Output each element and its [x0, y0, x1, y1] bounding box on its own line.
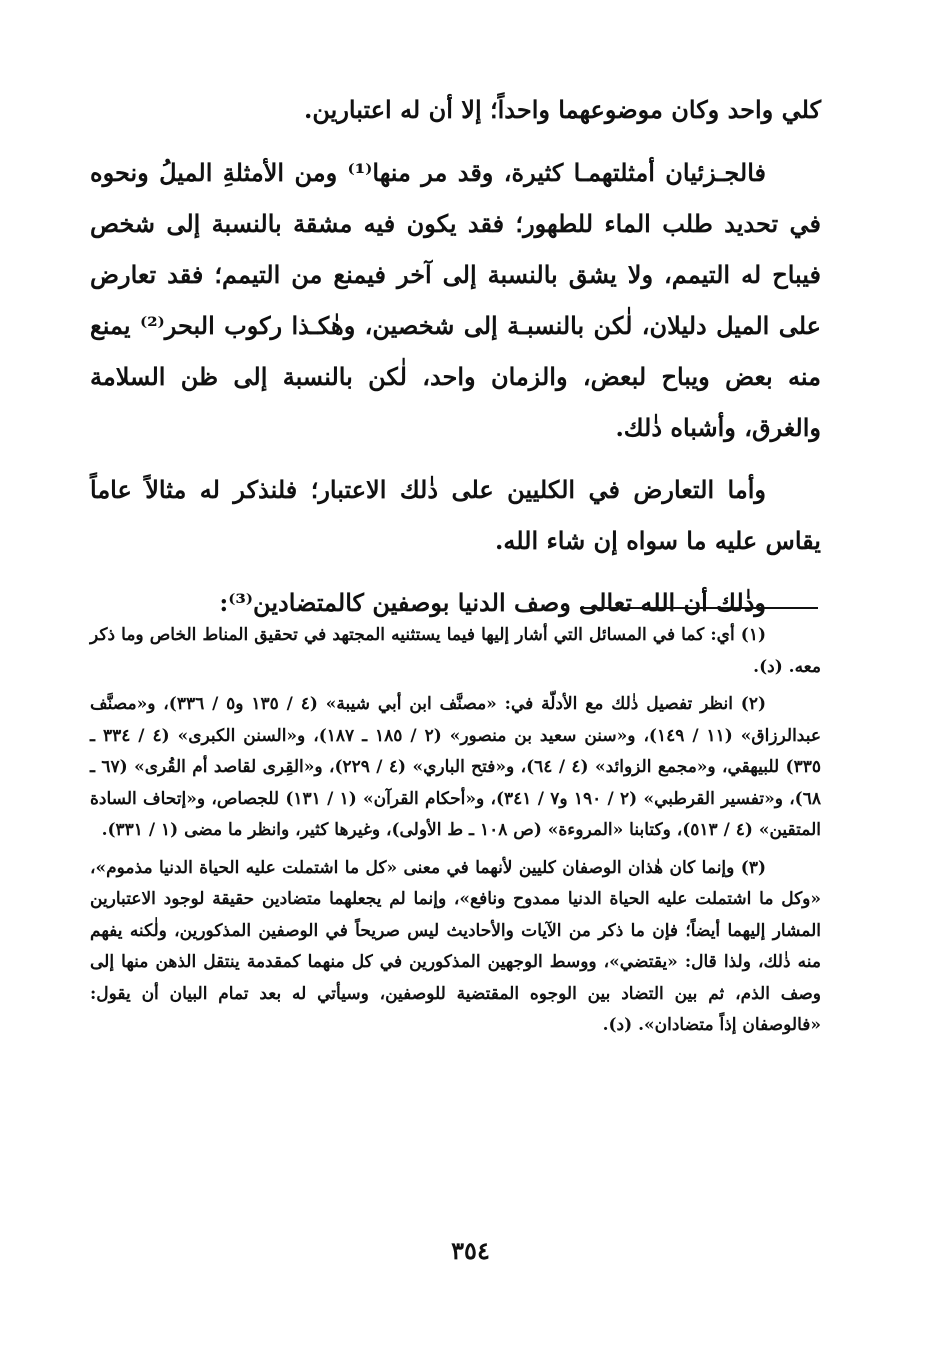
footnote-3: (٣) وإنما كان هٰذان الوصفان كليين لأنهما في معنى «كل ما اشتملت عليه الحياة الدنيا مذموم»، «وكل ما اشتملت عليه الحياة الدنيا ممدوح ونافع»، وإنما لم يجعلهما متضادين حقيقة لوجود الاعتبارين المشار إليهما أيضاً؛ فإن ما ذكر من الآيات والأحاديث ليس صريحاً في الوصفين المذكورين، ولٰكنه يفهم منه ذٰلك، ولذا قال: «يقتضي»، ووسط الوجهين المذكورين في كل منهما كمقدمة ينتقل الذهن منها إلى وصف الذم، ثم بين التضاد بين الوجوه المقتضية للوصفين، وسيأتي له بعد تمام البيان أن يقول: «فالوصفان إذاً متضادان». (د). — [90, 857, 821, 1035]
footnote-separator — [580, 607, 818, 609]
footnote-2: (٢) انظر تفصيل ذٰلك مع الأدلّة في: «مصنَّف ابن أبي شيبة» (٤ / ١٣٥ و٥ / ٣٣٦)، و«مصنَّف عبدالرزاق» (١١ / ١٤٩)، و«سنن سعيد بن منصور» (٢ / ١٨٥ ـ ١٨٧)، و«السنن الكبرى» (٤ / ٣٣٤ ـ ٣٣٥) للبيهقي، و«مجمع الزوائد» (٤ / ٦٤)، و«فتح الباري» (٤ / ٢٢٩)، و«القِرى لقاصد أم القُرى» (٦٧ ـ ٦٨)، و«تفسير القرطبي» (٢ / ١٩٠ و٧ / ٣٤١)، و«أحكام القرآن» (١ / ١٣١) للجصاص، و«إتحاف السادة المتقين» (٤ / ٥١٣)، وكتابنا «المروءة» (ص ١٠٨ ـ ط الأولى)، وغيرها كثير، وانظر ما مضى (١ / ٣٣١). — [90, 694, 822, 840]
main-text — [90, 84, 821, 628]
footnote-1: (١) أي: كما في المسائل التي أشار إليها فيما يستثنيه المجتهد في تحقيق المناط الخاص وما ذكر معه. (د). — [90, 625, 821, 677]
main-paragraph-1: كلي واحد وكان موضوعهما واحداً؛ إلا أن له اعتبارين. — [304, 95, 821, 124]
main-paragraph-2: فالجـزئيان أمثلتهمـا كثيرة، وقد مر منها⁽¹⁾ ومن الأمثلةِ الميلُ ونحوه في تحديد طلب الماء للطهور؛ فقد يكون فيه مشقة بالنسبة إلى شخص فيباح له التيمم، ولا يشق بالنسبة إلى آخر فيمنع من التيمم؛ فقد تعارض على الميل دليلان، لٰكن بالنسبـة إلى شخصين، وهٰكـذا ركوب البحر⁽²⁾ يمنع منه بعض ويباح لبعض، والزمان واحد، لٰكن بالنسبة إلى ظن السلامة والغرق، وأشباه ذٰلك. — [90, 158, 821, 442]
footnotes — [90, 620, 821, 1042]
page-number: ٣٥٤ — [451, 1236, 490, 1265]
main-paragraph-4: وذٰلك أن الله تعالى وصف الدنيا بوصفين كالمتضادين⁽³⁾: — [219, 588, 766, 617]
main-paragraph-3: وأما التعارض في الكليين على ذٰلك الاعتبار؛ فلنذكر له مثالاً عاماً يقاس عليه ما سواه إن شاء الله. — [90, 475, 821, 555]
